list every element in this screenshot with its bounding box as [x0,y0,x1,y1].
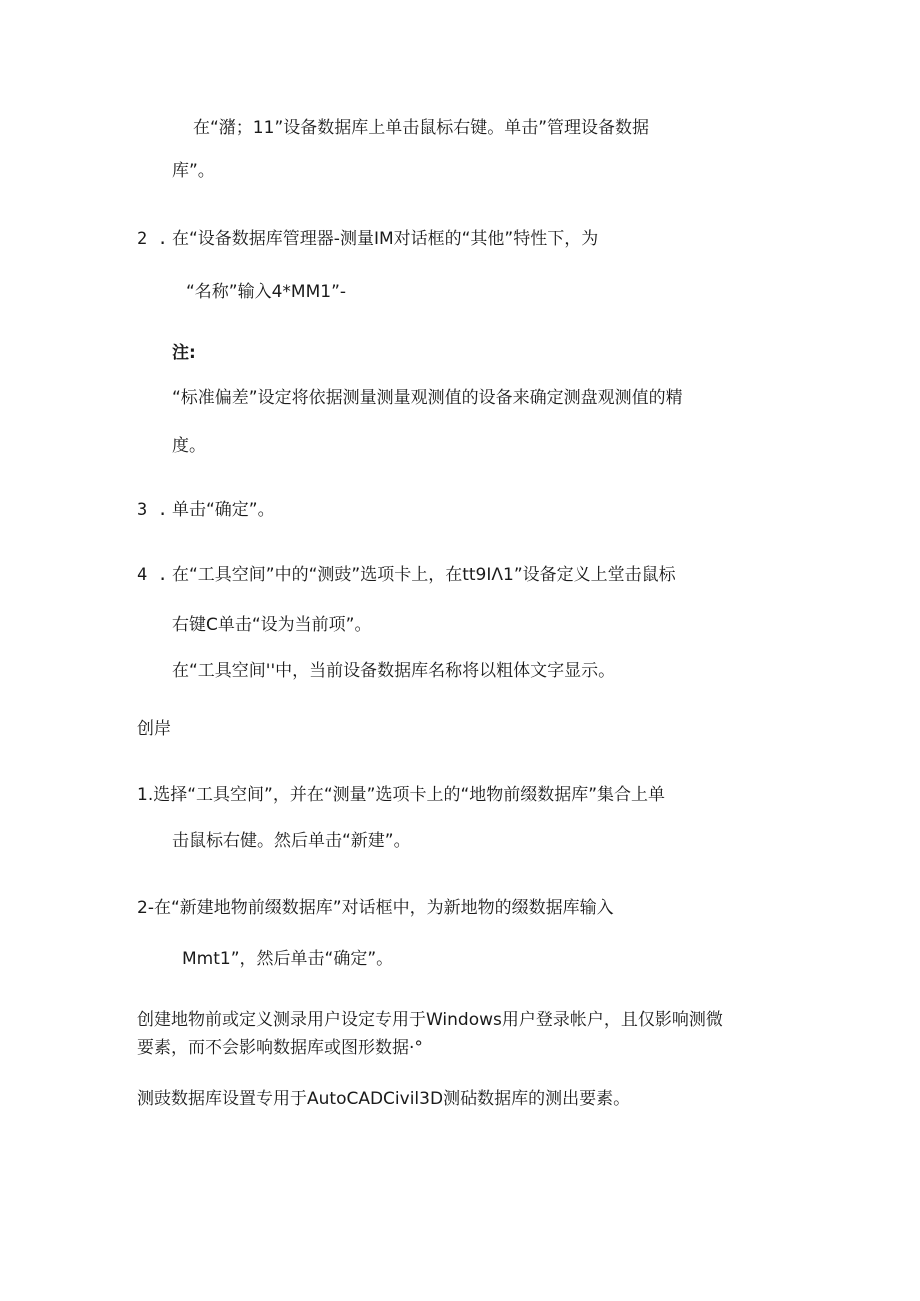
paragraph-line: 度。 [172,436,206,456]
paragraph-line: “标准偏差”设定将依据测量测量观测值的设备来确定测盘观测值的精 [172,388,683,408]
paragraph-line: 单击“确定”。 [172,500,275,520]
paragraph-line: 2-在“新建地物前缀数据库”对话框中，为新地物的缀数据库输入 [137,898,614,918]
paragraph-line: 在“潴；11”设备数据库上单击鼠标右键。单击”管理设备数据 [193,118,650,138]
paragraph-line: 库”。 [172,161,215,181]
paragraph-line: 1.选择“工具空间”，并在“测量”选项卡上的“地物前缀数据库”集合上单 [137,785,666,805]
section-heading: 创岸 [137,719,171,739]
paragraph-line: 右键C单击“设为当前项”。 [172,615,372,635]
paragraph-line: 在“设备数据库管理器-测量IM对话框的“其他”特性下，为 [172,229,599,249]
list-number: 3 . [137,500,168,520]
paragraph-line: 测豉数据库设置专用于AutoCADCivil3D测砧数据库的测出要素。 [137,1089,631,1109]
paragraph-line: 在“工具空间”中的“测豉”选项卡上，在tt9IΛ1”设备定义上堂击鼠标 [172,565,676,585]
paragraph-line: 要素，而不会影响数据库或图形数据·° [137,1038,423,1058]
paragraph-line: 创建地物前或定义测录用户设定专用于Windows用户登录帐户，且仅影响测微 [137,1010,723,1030]
list-number: 2 . [137,229,168,249]
paragraph-line: 在“工具空间''中，当前设备数据库名称将以粗体文字显示。 [172,661,616,681]
paragraph-line: 击鼠标右健。然后单击“新建”。 [172,831,411,851]
paragraph-line: “名称”输入4*MM1”- [186,282,347,302]
list-number: 4 . [137,565,168,585]
paragraph-line: Mmt1”，然后单击“确定”。 [182,949,394,969]
note-label: 注: [172,343,196,363]
